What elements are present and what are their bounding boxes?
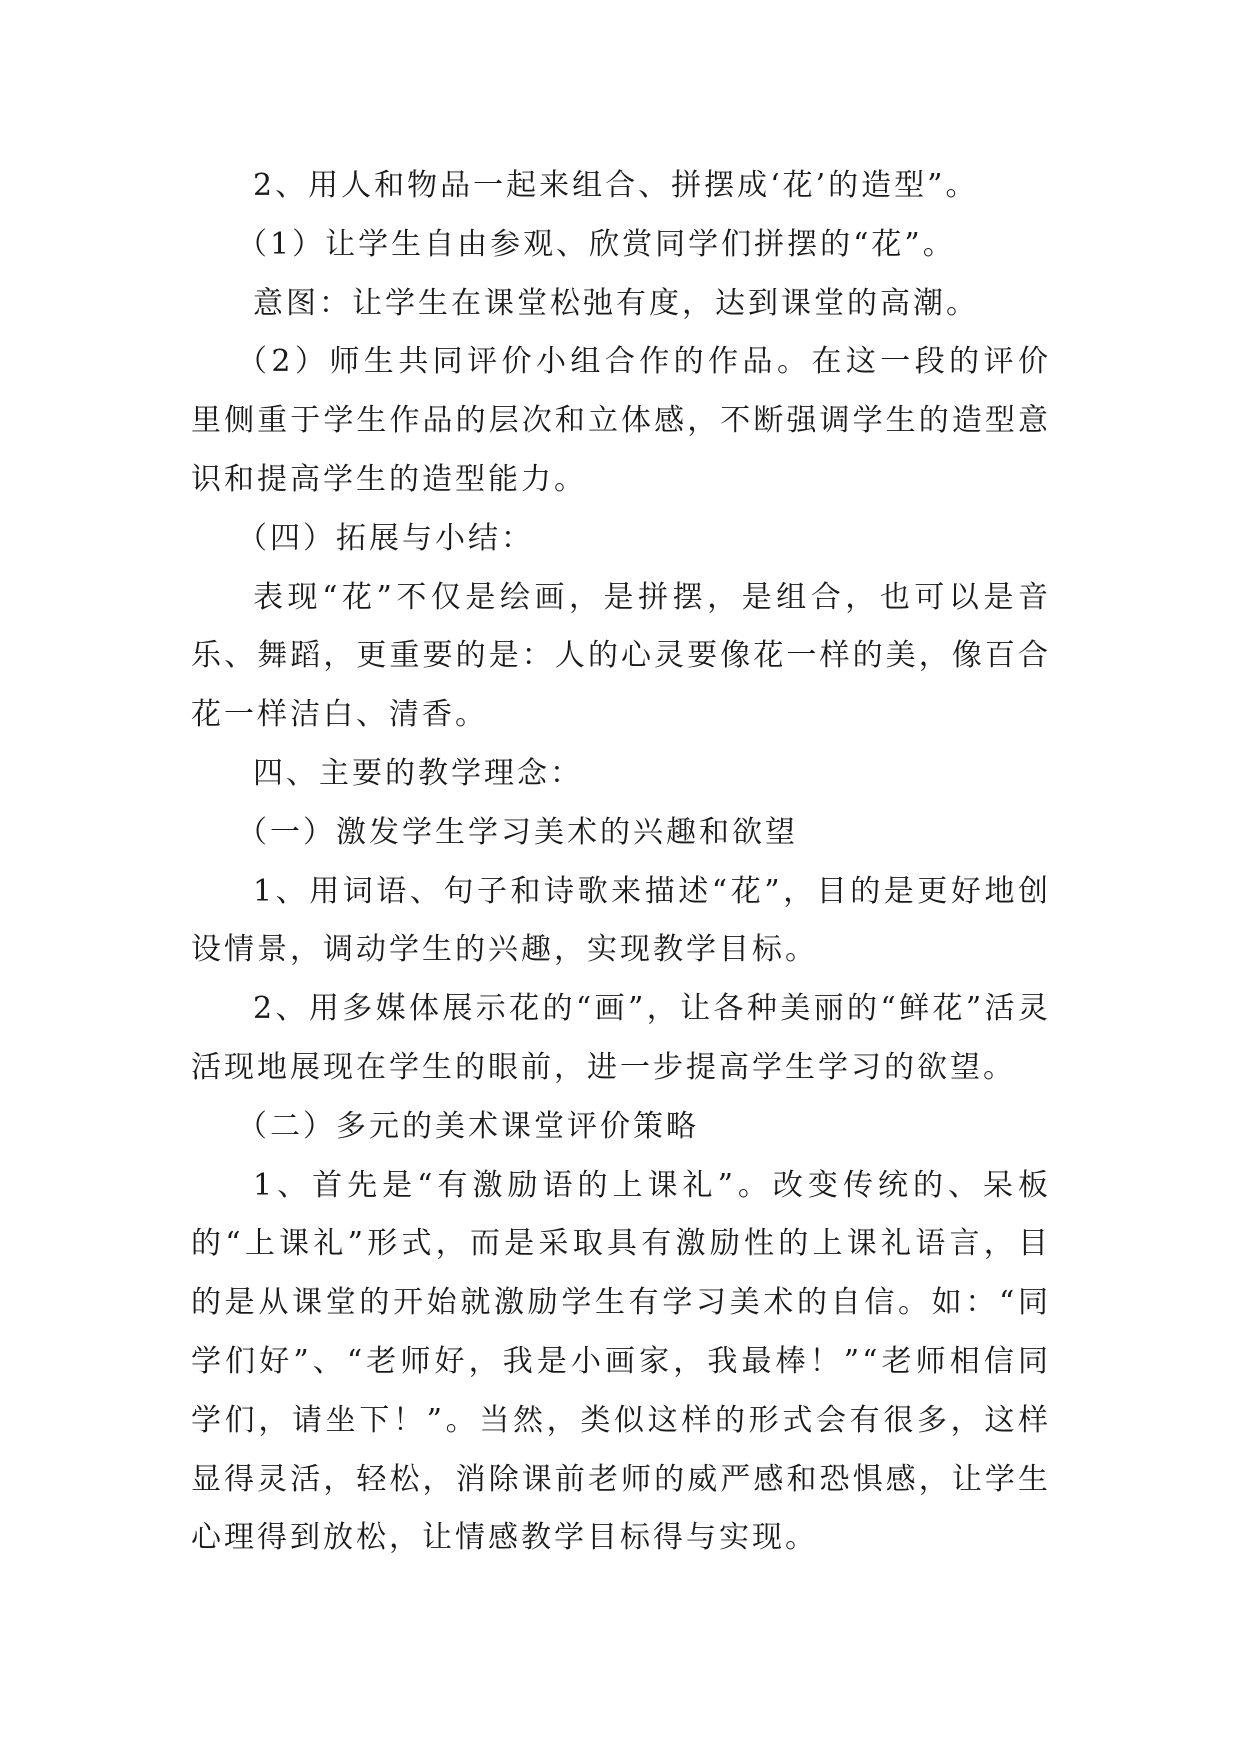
heading-teaching-concepts: 四、主要的教学理念： <box>253 755 583 791</box>
paragraph-intent: 意图：让学生在课堂松弛有度，达到课堂的高潮。 <box>253 285 979 321</box>
heading-extension-summary: （四）拓展与小结： <box>237 520 534 556</box>
paragraph-2-combine-flower: 2、用人和物品一起来组合、拼摆成‘花’的造型”。 <box>253 168 979 203</box>
paragraph-2-multimedia: 2、用多媒体展示花的“画”，让各种美丽的“鲜花”活灵活现地展现在学生的眼前，进一步提高学生学习的欲望。 <box>191 991 1051 1085</box>
heading-stimulate-interest: （一）激发学生学习美术的兴趣和欲望 <box>237 814 798 850</box>
paragraph-1-class-greeting: 1、首先是“有激励语的上课礼”。改变传统的、呆板的“上课礼”形式，而是采取具有激励性的上课礼语言，目的是从课堂的开始就激励学生有学习美术的自信。如：“同学们好”、“老师好，我是小画家，我最棒！”“老师相信同学们，请坐下！”。当然，类似这样的形式会有很多，这样显得灵活，轻松，消除课前老师的威严感和恐惧感，让学生心理得到放松，让情感教学目标得与实现。 <box>191 1167 1051 1556</box>
paragraph-express-flower: 表现“花”不仅是绘画，是拼摆，是组合，也可以是音乐、舞蹈，更重要的是：人的心灵要像花一样的美，像百合花一样洁白、清香。 <box>191 579 1051 733</box>
paragraph-1-visit-flowers: （1）让学生自由参观、欣赏同学们拼摆的“花”。 <box>237 226 956 262</box>
heading-evaluation-strategy: （二）多元的美术课堂评价策略 <box>237 1108 699 1144</box>
paragraph-1-describe-flower: 1、用词语、句子和诗歌来描述“花”，目的是更好地创设情景，调动学生的兴趣，实现教学目标。 <box>191 873 1051 968</box>
paragraph-2-evaluate-works: （2）师生共同评价小组合作的作品。在这一段的评价里侧重于学生作品的层次和立体感，不断强调学生的造型意识和提高学生的造型能力。 <box>191 344 1051 497</box>
document-body <box>191 157 1051 1568</box>
